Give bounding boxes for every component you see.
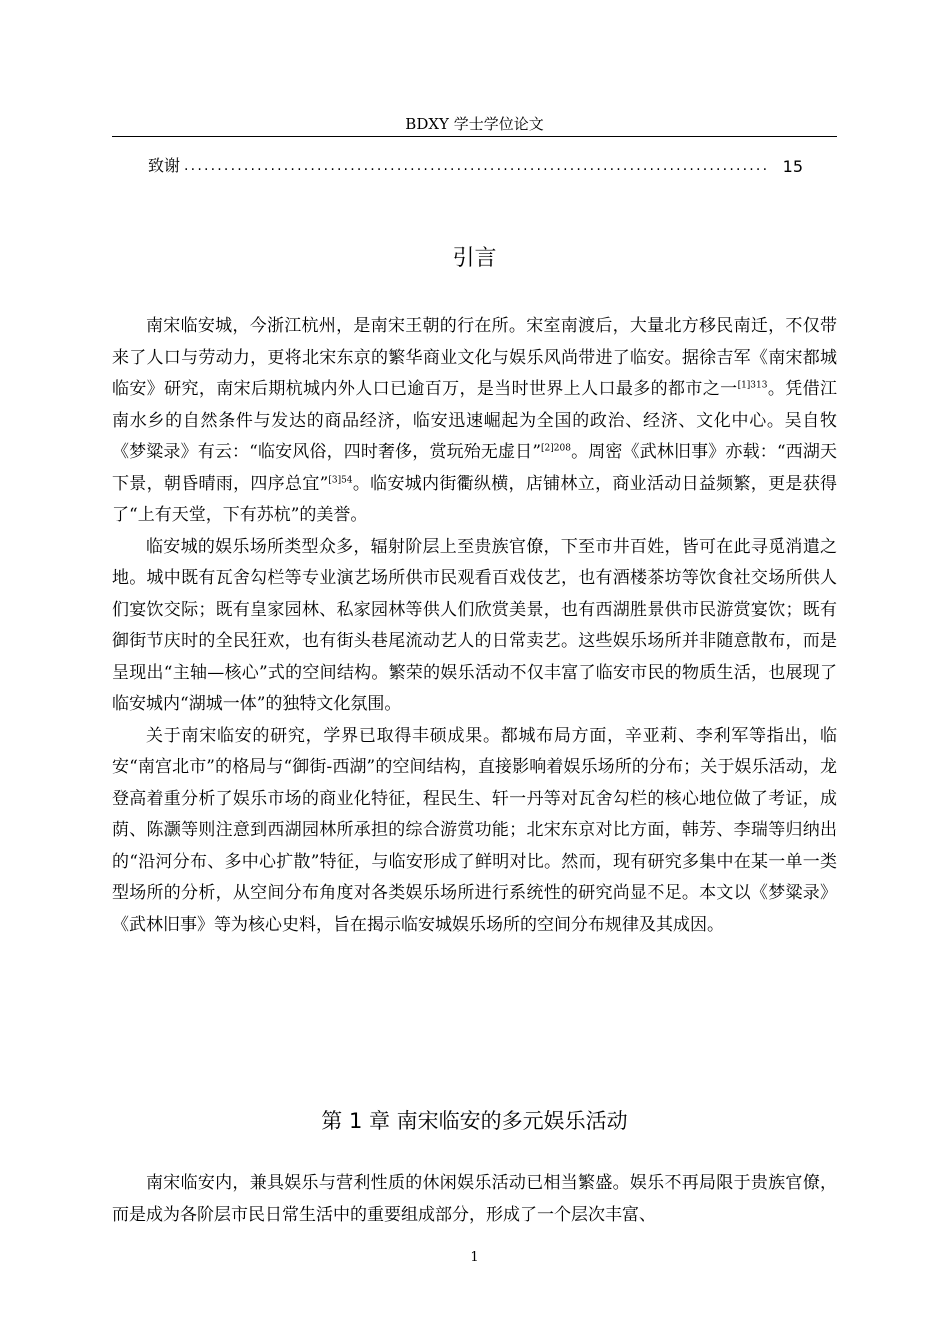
chapter-1-paragraph-1: 南宋临安内，兼具娱乐与营利性质的休闲娱乐活动已相当繁盛。娱乐不再局限于贵族官僚，而是成为各阶层市民日常生活中的重要组成部分，形成了一个层次丰富、	[112, 1173, 837, 1225]
intro-p1-text-c: 。周密《武林旧事》亦载：“西湖天下景，朝昏晴雨，四序总宜”	[112, 442, 837, 494]
running-header: BDXY 学士学位论文	[405, 115, 544, 133]
citation-1: [1]313	[737, 380, 768, 391]
toc-leader-dots: ........................................................................................	[184, 158, 770, 174]
toc-entry-label: 致谢	[148, 156, 181, 175]
intro-body	[112, 311, 837, 941]
citation-2: [2]208	[541, 443, 571, 454]
intro-p1-text-d: 。临安城内街衢纵横，店铺林立，商业活动日益频繁，更是获得了“上有天堂，下有苏杭”的美誉。	[112, 473, 837, 525]
intro-paragraph-3: 关于南宋临安的研究，学界已取得丰硕成果。都城布局方面，辛亚莉、李利军等指出，临安“南宫北市”的格局与“御街-西湖”的空间结构，直接影响着娱乐场所的分布；关于娱乐活动，龙登高着重分析了娱乐市场的商业化特征，程民生、轩一丹等对瓦舍勾栏的核心地位做了考证，成荫、陈灏等则注意到西湖园林所承担的综合游赏功能；北宋东京对比方面，韩芳、李瑞等归纳出的“沿河分布、多中心扩散”特征，与临安形成了鲜明对比。然而，现有研究多集中在某一单一类型场所的分析，从空间分布角度对各类娱乐场所进行系统性的研究尚显不足。本文以《梦粱录》《武林旧事》等为核心史料，旨在揭示临安城娱乐场所的空间分布规律及其成因。	[112, 725, 837, 935]
header-rule	[112, 136, 837, 137]
intro-paragraph-2: 临安城的娱乐场所类型众多，辐射阶层上至贵族官僚，下至市井百姓，皆可在此寻觅消遣之地。城中既有瓦舍勾栏等专业演艺场所供市民观看百戏伎艺，也有酒楼茶坊等饮食社交场所供人们宴饮交际；既有皇家园林、私家园林等供人们欣赏美景，也有西湖胜景供市民游赏宴饮；既有御街节庆时的全民狂欢，也有街头巷尾流动艺人的日常卖艺。这些娱乐场所并非随意散布，而是呈现出“主轴—核心”式的空间结构。繁荣的娱乐活动不仅丰富了临安市民的物质生活，也展现了临安城内“湖城一体”的独特文化氛围。	[112, 536, 837, 714]
intro-p1-text-b: 。凭借江南水乡的自然条件与发达的商品经济，临安迅速崛起为全国的政治、经济、文化中心。吴自牧《梦粱录》有云：“临安风俗，四时奢侈，赏玩殆无虚日”	[112, 379, 838, 462]
page-number: 1	[470, 1250, 479, 1265]
intro-heading: 引言	[452, 246, 497, 271]
chapter-1-heading: 第 1 章 南宋临安的多元娱乐活动	[321, 1109, 628, 1133]
citation-3: [3]54	[328, 474, 353, 485]
intro-p1-text-a: 南宋临安城，今浙江杭州，是南宋王朝的行在所。宋室南渡后，大量北方移民南迁，不仅带来了人口与劳动力，更将北宋东京的繁华商业文化与娱乐风尚带进了临安。据徐吉军《南宋都城临安》研究，南宋后期杭城内外人口已逾百万，是当时世界上人口最多的都市之一	[112, 316, 837, 399]
intro-paragraph-1	[112, 311, 837, 532]
toc-entry-page: 15	[782, 157, 803, 176]
toc-entry-acknowledgements	[148, 152, 803, 176]
chapter-1-body	[112, 1168, 837, 1231]
